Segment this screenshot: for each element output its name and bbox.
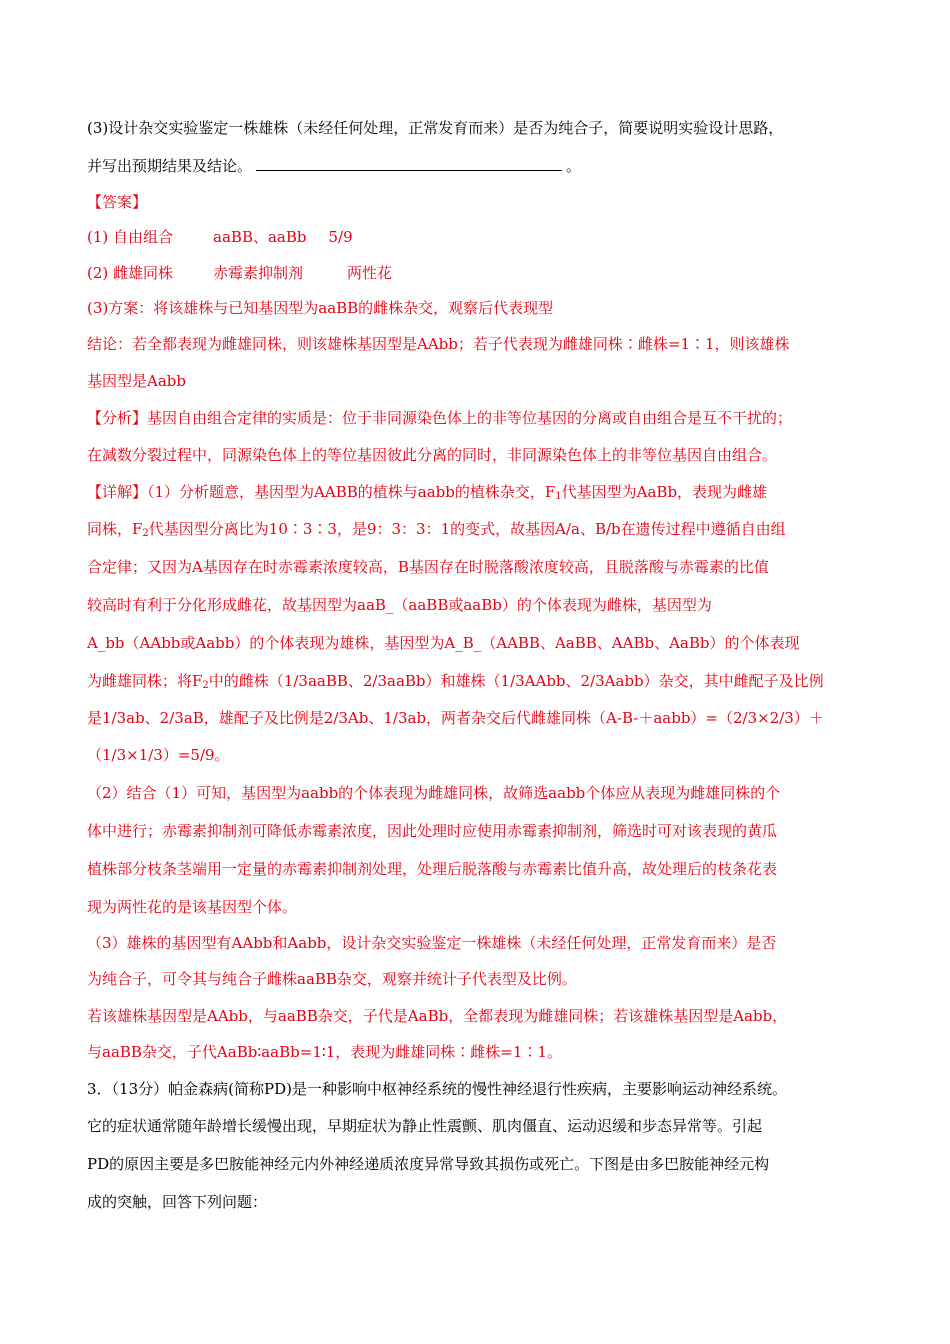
answer-1-c: 5/9 bbox=[328, 228, 353, 246]
answer-label: 【答案】 bbox=[87, 193, 148, 211]
question-part3-line2 bbox=[87, 155, 581, 177]
detail-label: 【详解】 bbox=[87, 483, 148, 501]
detail-line2: 同株，$F_2$代基因型分离比为10∶3∶3，是9：3：3：1的变式，故基因A/a、B/b在遗传过程中遵循自由组 bbox=[87, 520, 786, 539]
question-part3-text: 并写出预期结果及结论。 bbox=[87, 157, 253, 175]
analysis-label: 【分析】 bbox=[87, 409, 148, 427]
question-part3-line1: (3)设计杂交实验鉴定一株雄株（未经任何处理，正常发育而来）是否为纯合子，简要说明实验设计思路， bbox=[87, 119, 784, 137]
detail-line16: 与aaBB杂交，子代AaBb∶aaBb=1∶1，表现为雌雄同株∶雌株=1∶1。 bbox=[87, 1043, 562, 1061]
detail-line4: 较高时有利于分化形成雌花，故基因型为aaB_（aaBB或aaBb）的个体表现为雌株，基因型为 bbox=[87, 596, 712, 614]
detail-line6: 为雌雄同株；将$F_2$中的雌株（1/3aaBB、2/3aaBb）和雄株（1/3AAbb、2/3Aabb）杂交，其中雌配子及比例 bbox=[87, 672, 824, 691]
answer-1-b: aaBB、aaBb bbox=[213, 228, 307, 246]
answer-blank bbox=[256, 156, 562, 171]
question3-line2: 它的症状通常随年龄增长缓慢出现，早期症状为静止性震颤、肌肉僵直、运动迟缓和步态异常等。引起 bbox=[87, 1117, 763, 1135]
answer-2-b: 赤霉素抑制剂 bbox=[213, 264, 304, 282]
detail-line14: 为纯合子，可令其与纯合子雌株aaBB杂交，观察并统计子代表型及比例。 bbox=[87, 970, 577, 988]
detail-line9: （2）结合（1）可知，基因型为aabb的个体表现为雌雄同株，故筛选aabb个体应从表现为雌雄同株的个 bbox=[87, 784, 781, 802]
question-part3-end: 。 bbox=[566, 157, 582, 175]
answer-2 bbox=[87, 262, 392, 284]
detail-line15: 若该雄株基因型是AAbb，与aaBB杂交，子代是AaBb，全都表现为雌雄同株；若该雄株基因型是Aabb， bbox=[87, 1007, 788, 1025]
answer-3-line3: 基因型是Aabb bbox=[87, 372, 186, 390]
answer-2-a: (2) 雌雄同株 bbox=[87, 264, 174, 282]
answer-2-c: 两性花 bbox=[347, 264, 393, 282]
answer-1-a: (1) 自由组合 bbox=[87, 228, 174, 246]
detail-line5: A_bb（AAbb或Aabb）的个体表现为雄株，基因型为A_B_（AABB、AaBB、AABb、AaBb）的个体表现 bbox=[87, 634, 800, 652]
detail-line12: 现为两性花的是该基因型个体。 bbox=[87, 898, 298, 916]
analysis-text-1: 基因自由组合定律的实质是：位于非同源染色体上的非等位基因的分离或自由组合是互不干扰的； bbox=[147, 409, 793, 427]
detail-line8: （1/3×1/3）=5/9。 bbox=[87, 746, 230, 764]
analysis-line2: 在减数分裂过程中，同源染色体上的等位基因彼此分离的同时，非同源染色体上的非等位基因自由组合。 bbox=[87, 446, 778, 464]
analysis-line1 bbox=[87, 407, 792, 429]
question3-line4: 成的突触，回答下列问题： bbox=[87, 1193, 268, 1211]
detail-line1: 【详解】（1）分析题意，基因型为AABB的植株与aabb的植株杂交，$F_1$代基因型为AaBb，表现为雌雄 bbox=[87, 483, 768, 502]
answer-3-line1: (3)方案：将该雄株与已知基因型为aaBB的雌株杂交，观察后代表现型 bbox=[87, 299, 554, 317]
detail-line10: 体中进行；赤霉素抑制剂可降低赤霉素浓度，因此处理时应使用赤霉素抑制剂，筛选时可对该表现的黄瓜 bbox=[87, 822, 778, 840]
detail-line11: 植株部分枝条茎端用一定量的赤霉素抑制剂处理，处理后脱落酸与赤霉素比值升高，故处理后的枝条花表 bbox=[87, 860, 778, 878]
question3-line3: PD的原因主要是多巴胺能神经元内外神经递质浓度异常导致其损伤或死亡。下图是由多巴胺能神经元构 bbox=[87, 1155, 770, 1173]
question3-line1: 3．（13分）帕金森病(简称PD)是一种影响中枢神经系统的慢性神经退行性疾病，主要影响运动神经系统。 bbox=[87, 1080, 787, 1098]
answer-3-line2: 结论：若全都表现为雌雄同株，则该雄株基因型是AAbb；若子代表现为雌雄同株∶雌株=1∶1，则该雄株 bbox=[87, 335, 790, 353]
detail-line13: （3）雄株的基因型有AAbb和Aabb，设计杂交实验鉴定一株雄株（未经任何处理，正常发育而来）是否 bbox=[87, 934, 777, 952]
detail-line3: 合定律；又因为A基因存在时赤霉素浓度较高，B基因存在时脱落酸浓度较高，且脱落酸与赤霉素的比值 bbox=[87, 558, 769, 576]
answer-1 bbox=[87, 226, 353, 248]
detail-line7: 是1/3ab、2/3aB，雄配子及比例是2/3Ab、1/3ab，两者杂交后代雌雄同株（A-B-＋aabb）=（2/3×2/3）＋ bbox=[87, 709, 824, 727]
